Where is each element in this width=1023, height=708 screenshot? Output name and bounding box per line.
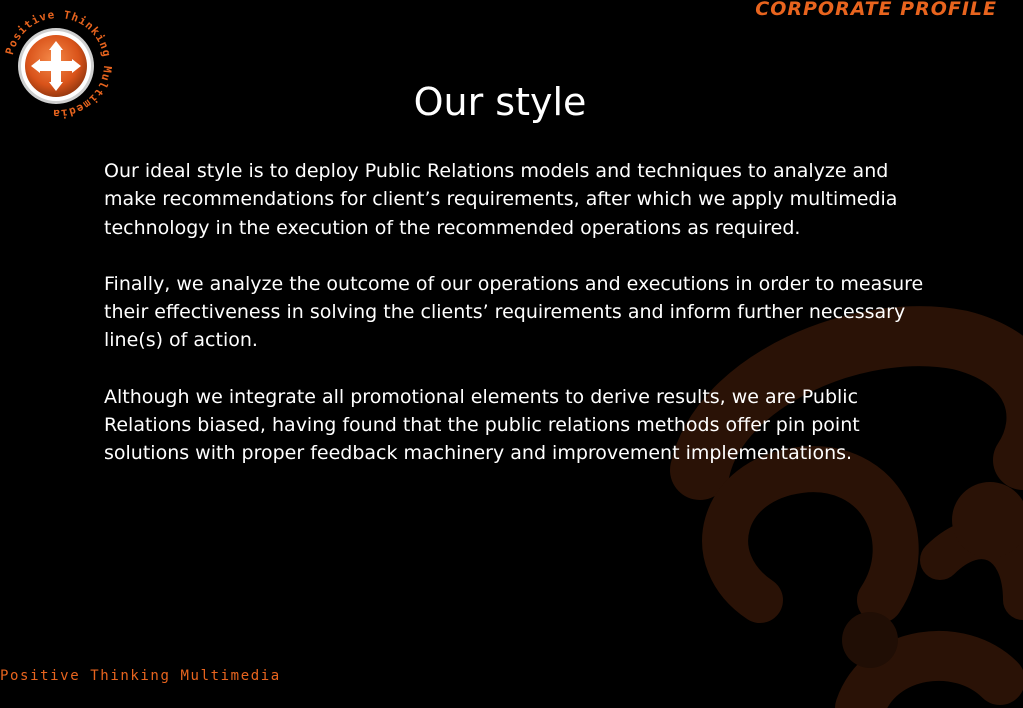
footer-brand: Positive Thinking Multimedia (0, 668, 281, 684)
paragraph-pr-bias: Although we integrate all promotional elements to derive results, we are Public Relations biased, having found that the public relations methods offer pin point solutions with proper feedback machinery and improvement implementations. (104, 385, 860, 465)
paragraph-outcome-analysis: Finally, we analyze the outcome of our operations and executions in order to measure their effectiveness in solving the clients’ requirements and inform further necessary line(s) of action. (104, 272, 924, 352)
corporate-profile-label: CORPORATE PROFILE (755, 0, 997, 20)
paragraph-ideal-style: Our ideal style is to deploy Public Relations models and techniques to analyze and make recommendations for client’s requirements, after which we apply multimedia technology in the execution of the recommended operations as required. (104, 160, 898, 239)
logo-ring-text: Positive Thinking Multimedia (3, 8, 114, 120)
page-title: Our style (413, 80, 587, 124)
body-text (104, 157, 934, 496)
